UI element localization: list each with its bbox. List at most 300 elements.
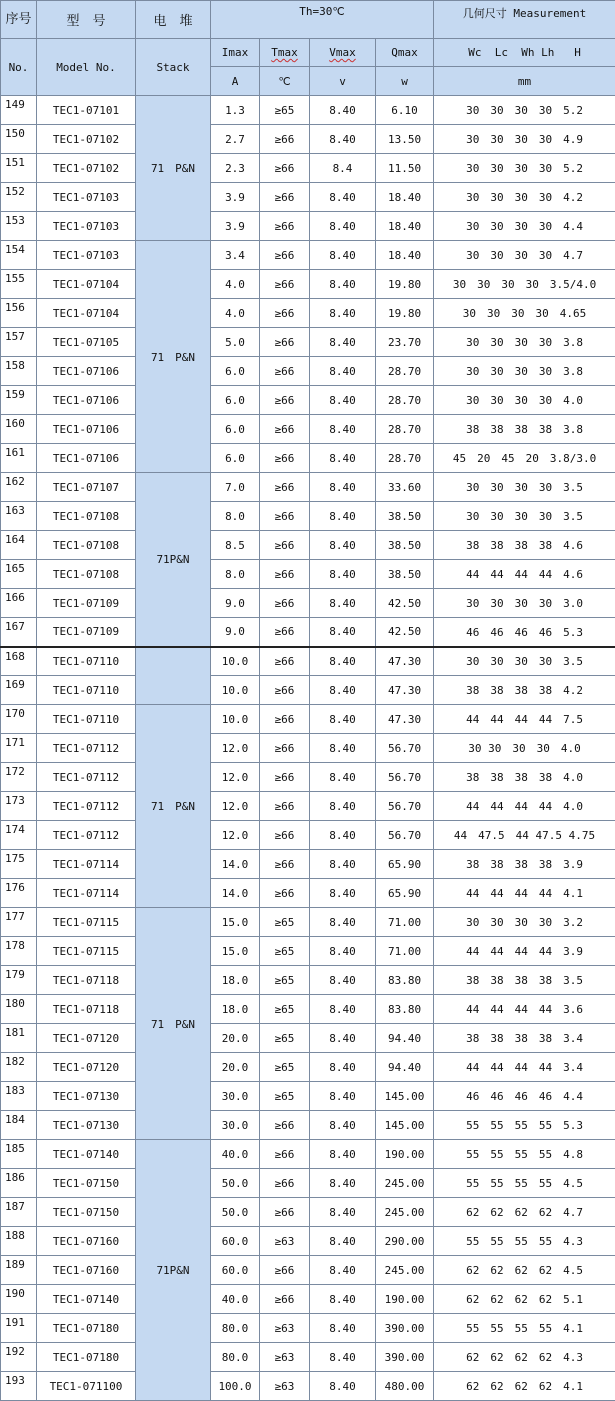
row-number: 175 (1, 850, 37, 879)
vmax-value: 8.40 (310, 270, 376, 299)
measurement-value: 44 44 44 44 4.6 (434, 560, 615, 589)
model-number: TEC1-07118 (37, 966, 136, 995)
measurement-value: 30 30 30 30 4.9 (434, 125, 615, 154)
tmax-value: ≥66 (260, 125, 310, 154)
vmax-value: 8.40 (310, 1227, 376, 1256)
qmax-value: 47.30 (376, 676, 434, 705)
measurement-value: 30 30 30 30 5.2 (434, 96, 615, 125)
tmax-value: ≥66 (260, 1198, 310, 1227)
row-number: 191 (1, 1314, 37, 1343)
measurement-value: 44 44 44 44 3.4 (434, 1053, 615, 1082)
row-number: 168 (1, 647, 37, 676)
model-number: TEC1-07180 (37, 1343, 136, 1372)
imax-value: 9.0 (211, 618, 260, 647)
model-number: TEC1-07104 (37, 299, 136, 328)
measurement-value: 30 30 30 30 4.2 (434, 183, 615, 212)
qmax-value: 13.50 (376, 125, 434, 154)
model-number: TEC1-07130 (37, 1111, 136, 1140)
model-number: TEC1-07140 (37, 1285, 136, 1314)
table-row (1, 1111, 615, 1140)
tmax-value: ≥63 (260, 1343, 310, 1372)
tmax-value: ≥66 (260, 183, 310, 212)
imax-value: 9.0 (211, 589, 260, 618)
imax-value: 18.0 (211, 995, 260, 1024)
measurement-value: 44 44 44 44 3.6 (434, 995, 615, 1024)
model-number: TEC1-07130 (37, 1082, 136, 1111)
table-row (1, 502, 615, 531)
tmax-value: ≥66 (260, 270, 310, 299)
model-number: TEC1-07109 (37, 618, 136, 647)
vmax-value: 8.40 (310, 763, 376, 792)
vmax-value: 8.40 (310, 415, 376, 444)
header-unit-a: A (211, 67, 260, 96)
imax-value: 80.0 (211, 1343, 260, 1372)
header-meas-cols: Wc Lc Wh Lh H (434, 39, 615, 67)
vmax-value: 8.40 (310, 1082, 376, 1111)
header-vmax (310, 39, 376, 67)
table-row (1, 444, 615, 473)
imax-value: 8.0 (211, 502, 260, 531)
measurement-value: 44 44 44 44 4.0 (434, 792, 615, 821)
imax-value: 12.0 (211, 821, 260, 850)
row-number: 150 (1, 125, 37, 154)
tmax-value: ≥66 (260, 1111, 310, 1140)
row-number: 166 (1, 589, 37, 618)
table-row (1, 96, 615, 125)
qmax-value: 47.30 (376, 647, 434, 676)
table-row (1, 1372, 615, 1401)
imax-value: 14.0 (211, 850, 260, 879)
table-row (1, 879, 615, 908)
vmax-value: 8.40 (310, 792, 376, 821)
row-number: 160 (1, 415, 37, 444)
header-unit-w: w (376, 67, 434, 96)
imax-value: 8.5 (211, 531, 260, 560)
tmax-value: ≥66 (260, 560, 310, 589)
tmax-value: ≥66 (260, 1169, 310, 1198)
measurement-value: 62 62 62 62 5.1 (434, 1285, 615, 1314)
table-row (1, 821, 615, 850)
qmax-value: 47.30 (376, 705, 434, 734)
vmax-value: 8.40 (310, 705, 376, 734)
vmax-value: 8.40 (310, 966, 376, 995)
table-row (1, 1227, 615, 1256)
header-qmax: Qmax (376, 39, 434, 67)
model-number: TEC1-07103 (37, 241, 136, 270)
table-row (1, 908, 615, 937)
measurement-value: 30 30 30 30 4.7 (434, 241, 615, 270)
qmax-value: 245.00 (376, 1198, 434, 1227)
measurement-value: 38 38 38 38 3.5 (434, 966, 615, 995)
measurement-value: 55 55 55 55 4.1 (434, 1314, 615, 1343)
model-number: TEC1-07109 (37, 589, 136, 618)
qmax-value: 94.40 (376, 1024, 434, 1053)
measurement-value: 55 55 55 55 4.3 (434, 1227, 615, 1256)
qmax-value: 290.00 (376, 1227, 434, 1256)
imax-value: 10.0 (211, 676, 260, 705)
tmax-value: ≥65 (260, 1053, 310, 1082)
imax-value: 20.0 (211, 1053, 260, 1082)
qmax-value: 65.90 (376, 850, 434, 879)
imax-value: 50.0 (211, 1198, 260, 1227)
table-row (1, 125, 615, 154)
vmax-value: 8.40 (310, 1053, 376, 1082)
header-unit-mm: mm (434, 67, 615, 96)
measurement-value: 30 30 30 30 3.5 (434, 473, 615, 502)
imax-value: 80.0 (211, 1314, 260, 1343)
row-number: 170 (1, 705, 37, 734)
table-row (1, 473, 615, 502)
measurement-value: 38 38 38 38 3.9 (434, 850, 615, 879)
qmax-value: 18.40 (376, 212, 434, 241)
qmax-value: 33.60 (376, 473, 434, 502)
row-number: 151 (1, 154, 37, 183)
stack-cell (136, 647, 211, 705)
qmax-value: 56.70 (376, 763, 434, 792)
imax-value: 20.0 (211, 1024, 260, 1053)
measurement-value: 62 62 62 62 4.1 (434, 1372, 615, 1401)
vmax-value: 8.40 (310, 531, 376, 560)
stack-cell: 71 P&N (136, 96, 211, 241)
measurement-value: 38 38 38 38 3.4 (434, 1024, 615, 1053)
qmax-value: 19.80 (376, 299, 434, 328)
imax-value: 8.0 (211, 560, 260, 589)
qmax-value: 28.70 (376, 386, 434, 415)
qmax-value: 190.00 (376, 1140, 434, 1169)
qmax-value: 245.00 (376, 1256, 434, 1285)
vmax-value: 8.40 (310, 386, 376, 415)
table-row (1, 966, 615, 995)
model-number: TEC1-07105 (37, 328, 136, 357)
stack-cell: 71 P&N (136, 241, 211, 473)
table-row (1, 212, 615, 241)
model-number: TEC1-07107 (37, 473, 136, 502)
table-row (1, 676, 615, 705)
qmax-value: 390.00 (376, 1314, 434, 1343)
tmax-value: ≥65 (260, 96, 310, 125)
table-row (1, 531, 615, 560)
row-number: 162 (1, 473, 37, 502)
imax-value: 14.0 (211, 879, 260, 908)
model-number: TEC1-07103 (37, 183, 136, 212)
header-seq-cn: 序号 (1, 1, 37, 39)
measurement-value: 30 30 30 30 3.8 (434, 328, 615, 357)
row-number: 188 (1, 1227, 37, 1256)
table-row (1, 1053, 615, 1082)
stack-cell: 71P&N (136, 1140, 211, 1401)
vmax-value: 8.40 (310, 850, 376, 879)
model-number: TEC1-07150 (37, 1198, 136, 1227)
tmax-value: ≥66 (260, 473, 310, 502)
measurement-value: 46 46 46 46 4.4 (434, 1082, 615, 1111)
header-no: No. (1, 39, 37, 96)
model-number: TEC1-07106 (37, 386, 136, 415)
table-row (1, 1285, 615, 1314)
row-number: 154 (1, 241, 37, 270)
row-number: 185 (1, 1140, 37, 1169)
imax-value: 30.0 (211, 1111, 260, 1140)
tmax-value: ≥66 (260, 154, 310, 183)
model-number: TEC1-07110 (37, 676, 136, 705)
model-number: TEC1-07160 (37, 1227, 136, 1256)
imax-value: 40.0 (211, 1285, 260, 1314)
model-number: TEC1-07102 (37, 154, 136, 183)
measurement-value: 44 44 44 44 7.5 (434, 705, 615, 734)
imax-value: 5.0 (211, 328, 260, 357)
tmax-value: ≥66 (260, 386, 310, 415)
row-number: 149 (1, 96, 37, 125)
tmax-value: ≥66 (260, 647, 310, 676)
header-vmax-text: Vmax (329, 46, 356, 59)
qmax-value: 38.50 (376, 531, 434, 560)
tmax-value: ≥65 (260, 908, 310, 937)
measurement-value: 62 62 62 62 4.7 (434, 1198, 615, 1227)
table-row (1, 270, 615, 299)
model-number: TEC1-07120 (37, 1024, 136, 1053)
measurement-value: 30 30 30 30 3.8 (434, 357, 615, 386)
row-number: 156 (1, 299, 37, 328)
measurement-value: 62 62 62 62 4.5 (434, 1256, 615, 1285)
imax-value: 2.3 (211, 154, 260, 183)
header-model-en: Model No. (37, 39, 136, 96)
table-row (1, 1169, 615, 1198)
table-row (1, 589, 615, 618)
vmax-value: 8.40 (310, 96, 376, 125)
tmax-value: ≥66 (260, 821, 310, 850)
imax-value: 1.3 (211, 96, 260, 125)
model-number: TEC1-07102 (37, 125, 136, 154)
model-number: TEC1-071100 (37, 1372, 136, 1401)
tmax-value: ≥66 (260, 879, 310, 908)
header-stack-en: Stack (136, 39, 211, 96)
vmax-value: 8.40 (310, 473, 376, 502)
measurement-value: 44 47.5 44 47.5 4.75 (434, 821, 615, 850)
row-number: 153 (1, 212, 37, 241)
imax-value: 15.0 (211, 908, 260, 937)
measurement-value: 30 30 30 30 5.2 (434, 154, 615, 183)
row-number: 181 (1, 1024, 37, 1053)
model-number: TEC1-07106 (37, 357, 136, 386)
tmax-value: ≥66 (260, 618, 310, 647)
model-number: TEC1-07104 (37, 270, 136, 299)
measurement-value: 38 38 38 38 4.6 (434, 531, 615, 560)
qmax-value: 65.90 (376, 879, 434, 908)
table-row (1, 328, 615, 357)
row-number: 164 (1, 531, 37, 560)
tmax-value: ≥66 (260, 415, 310, 444)
table-row (1, 560, 615, 589)
row-number: 165 (1, 560, 37, 589)
row-number: 169 (1, 676, 37, 705)
table-row (1, 1256, 615, 1285)
header-th: Th=30℃ (211, 1, 434, 39)
qmax-value: 83.80 (376, 966, 434, 995)
vmax-value: 8.40 (310, 1140, 376, 1169)
vmax-value: 8.40 (310, 1314, 376, 1343)
qmax-value: 18.40 (376, 241, 434, 270)
table-row (1, 299, 615, 328)
qmax-value: 94.40 (376, 1053, 434, 1082)
vmax-value: 8.40 (310, 995, 376, 1024)
tmax-value: ≥66 (260, 589, 310, 618)
header-measurement: 几何尺寸 Measurement (434, 1, 615, 39)
measurement-value: 45 20 45 20 3.8/3.0 (434, 444, 615, 473)
measurement-value: 38 38 38 38 3.8 (434, 415, 615, 444)
row-number: 173 (1, 792, 37, 821)
model-number: TEC1-07118 (37, 995, 136, 1024)
vmax-value: 8.40 (310, 444, 376, 473)
tmax-value: ≥63 (260, 1372, 310, 1401)
vmax-value: 8.40 (310, 1285, 376, 1314)
model-number: TEC1-07101 (37, 96, 136, 125)
measurement-value: 46 46 46 46 5.3 (434, 618, 615, 647)
measurement-value: 30 30 30 30 4.4 (434, 212, 615, 241)
model-number: TEC1-07114 (37, 879, 136, 908)
tmax-value: ≥63 (260, 1314, 310, 1343)
model-number: TEC1-07180 (37, 1314, 136, 1343)
qmax-value: 11.50 (376, 154, 434, 183)
model-number: TEC1-07108 (37, 531, 136, 560)
table-row (1, 154, 615, 183)
imax-value: 4.0 (211, 299, 260, 328)
model-number: TEC1-07160 (37, 1256, 136, 1285)
stack-cell: 71P&N (136, 473, 211, 647)
qmax-value: 56.70 (376, 821, 434, 850)
model-number: TEC1-07106 (37, 415, 136, 444)
qmax-value: 28.70 (376, 415, 434, 444)
tmax-value: ≥66 (260, 850, 310, 879)
qmax-value: 390.00 (376, 1343, 434, 1372)
qmax-value: 190.00 (376, 1285, 434, 1314)
table-row (1, 1082, 615, 1111)
imax-value: 18.0 (211, 966, 260, 995)
vmax-value: 8.40 (310, 879, 376, 908)
vmax-value: 8.40 (310, 734, 376, 763)
imax-value: 4.0 (211, 270, 260, 299)
model-number: TEC1-07103 (37, 212, 136, 241)
model-number: TEC1-07106 (37, 444, 136, 473)
vmax-value: 8.40 (310, 328, 376, 357)
header-unit-v: v (310, 67, 376, 96)
stack-cell: 71 P&N (136, 705, 211, 908)
tmax-value: ≥66 (260, 299, 310, 328)
vmax-value: 8.40 (310, 647, 376, 676)
vmax-value: 8.40 (310, 1024, 376, 1053)
imax-value: 12.0 (211, 734, 260, 763)
table-row (1, 1024, 615, 1053)
qmax-value: 28.70 (376, 444, 434, 473)
vmax-value: 8.40 (310, 1256, 376, 1285)
tmax-value: ≥65 (260, 1024, 310, 1053)
tmax-value: ≥65 (260, 937, 310, 966)
table-row (1, 850, 615, 879)
measurement-value: 38 38 38 38 4.0 (434, 763, 615, 792)
imax-value: 6.0 (211, 444, 260, 473)
measurement-value: 44 44 44 44 3.9 (434, 937, 615, 966)
row-number: 187 (1, 1198, 37, 1227)
vmax-value: 8.40 (310, 183, 376, 212)
measurement-value: 62 62 62 62 4.3 (434, 1343, 615, 1372)
tmax-value: ≥65 (260, 995, 310, 1024)
qmax-value: 6.10 (376, 96, 434, 125)
tmax-value: ≥66 (260, 212, 310, 241)
vmax-value: 8.40 (310, 1343, 376, 1372)
row-number: 159 (1, 386, 37, 415)
qmax-value: 19.80 (376, 270, 434, 299)
qmax-value: 71.00 (376, 937, 434, 966)
table-row (1, 183, 615, 212)
measurement-value: 30 30 30 30 3.0 (434, 589, 615, 618)
row-number: 171 (1, 734, 37, 763)
table-row (1, 763, 615, 792)
qmax-value: 28.70 (376, 357, 434, 386)
qmax-value: 42.50 (376, 618, 434, 647)
row-number: 163 (1, 502, 37, 531)
vmax-value: 8.40 (310, 502, 376, 531)
measurement-value: 38 38 38 38 4.2 (434, 676, 615, 705)
vmax-value: 8.40 (310, 589, 376, 618)
imax-value: 100.0 (211, 1372, 260, 1401)
header-tmax (260, 39, 310, 67)
vmax-value: 8.40 (310, 1111, 376, 1140)
row-number: 152 (1, 183, 37, 212)
imax-value: 12.0 (211, 763, 260, 792)
vmax-value: 8.40 (310, 676, 376, 705)
row-number: 184 (1, 1111, 37, 1140)
table-row (1, 415, 615, 444)
tmax-value: ≥66 (260, 357, 310, 386)
header-imax: Imax (211, 39, 260, 67)
qmax-value: 245.00 (376, 1169, 434, 1198)
imax-value: 30.0 (211, 1082, 260, 1111)
qmax-value: 56.70 (376, 734, 434, 763)
vmax-value: 8.40 (310, 1372, 376, 1401)
row-number: 177 (1, 908, 37, 937)
measurement-value: 30 30 30 30 3.2 (434, 908, 615, 937)
row-number: 193 (1, 1372, 37, 1401)
row-number: 158 (1, 357, 37, 386)
model-number: TEC1-07108 (37, 560, 136, 589)
header-tmax-text: Tmax (271, 46, 298, 59)
table-row (1, 386, 615, 415)
measurement-value: 55 55 55 55 5.3 (434, 1111, 615, 1140)
model-number: TEC1-07150 (37, 1169, 136, 1198)
vmax-value: 8.40 (310, 1198, 376, 1227)
measurement-value: 30 30 30 30 3.5 (434, 647, 615, 676)
imax-value: 40.0 (211, 1140, 260, 1169)
qmax-value: 18.40 (376, 183, 434, 212)
qmax-value: 71.00 (376, 908, 434, 937)
vmax-value: 8.40 (310, 821, 376, 850)
model-number: TEC1-07112 (37, 763, 136, 792)
vmax-value: 8.40 (310, 212, 376, 241)
row-number: 172 (1, 763, 37, 792)
table-row (1, 1140, 615, 1169)
tmax-value: ≥66 (260, 1256, 310, 1285)
vmax-value: 8.40 (310, 299, 376, 328)
header-stack-cn: 电 堆 (136, 1, 211, 39)
tmax-value: ≥66 (260, 792, 310, 821)
table-row (1, 647, 615, 676)
row-number: 167 (1, 618, 37, 647)
tmax-value: ≥66 (260, 763, 310, 792)
measurement-value: 30 30 30 30 4.0 (434, 734, 615, 763)
table-row (1, 241, 615, 270)
table-row (1, 1198, 615, 1227)
row-number: 189 (1, 1256, 37, 1285)
model-number: TEC1-07140 (37, 1140, 136, 1169)
tmax-value: ≥65 (260, 1082, 310, 1111)
